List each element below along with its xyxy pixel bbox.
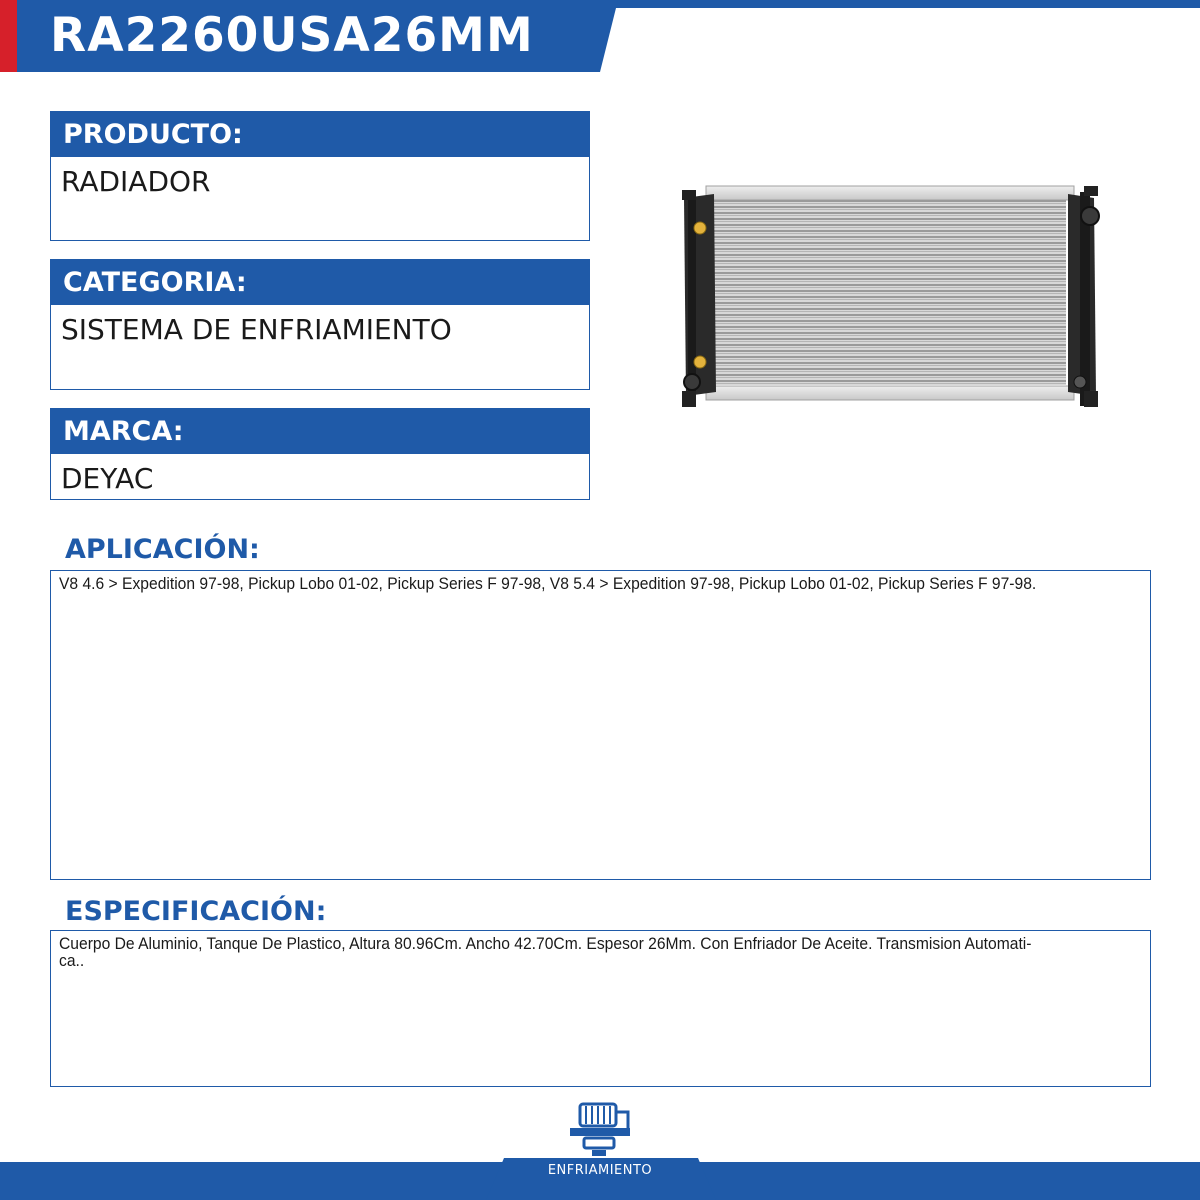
aplicacion-title: APLICACIÓN: xyxy=(65,534,260,565)
field-value: RADIADOR xyxy=(50,157,590,241)
field-categoria xyxy=(50,259,590,390)
especificacion-line-2: ca.. xyxy=(59,951,85,970)
product-code-title: RA2260USA26MM xyxy=(50,8,534,63)
field-marca xyxy=(50,408,590,500)
field-producto xyxy=(50,111,590,241)
aplicacion-box xyxy=(50,570,1151,880)
especificacion-line-1: Cuerpo De Aluminio, Tanque De Plastico, Altura 80.96Cm. Ancho 42.70Cm. Espesor 26Mm. Con Enfriador De Aceite. Transmision Automati- xyxy=(59,934,1032,953)
field-label: PRODUCTO: xyxy=(50,111,590,157)
radiator-fan-icon xyxy=(568,1102,634,1160)
especificacion-box xyxy=(50,930,1151,1087)
footer-label: ENFRIAMIENTO xyxy=(547,1163,653,1178)
radiator-product-image xyxy=(676,176,1106,410)
field-value: DEYAC xyxy=(50,454,590,500)
field-value: SISTEMA DE ENFRIAMIENTO xyxy=(50,305,590,390)
especificacion-title: ESPECIFICACIÓN: xyxy=(65,896,327,927)
field-label: CATEGORIA: xyxy=(50,259,590,305)
field-label: MARCA: xyxy=(50,408,590,454)
aplicacion-text: V8 4.6 > Expedition 97-98, Pickup Lobo 01-02, Pickup Series F 97-98, V8 5.4 > Expedition 97-98, Pickup Lobo 01-02, Pickup Series F 97-98. xyxy=(59,574,1037,593)
